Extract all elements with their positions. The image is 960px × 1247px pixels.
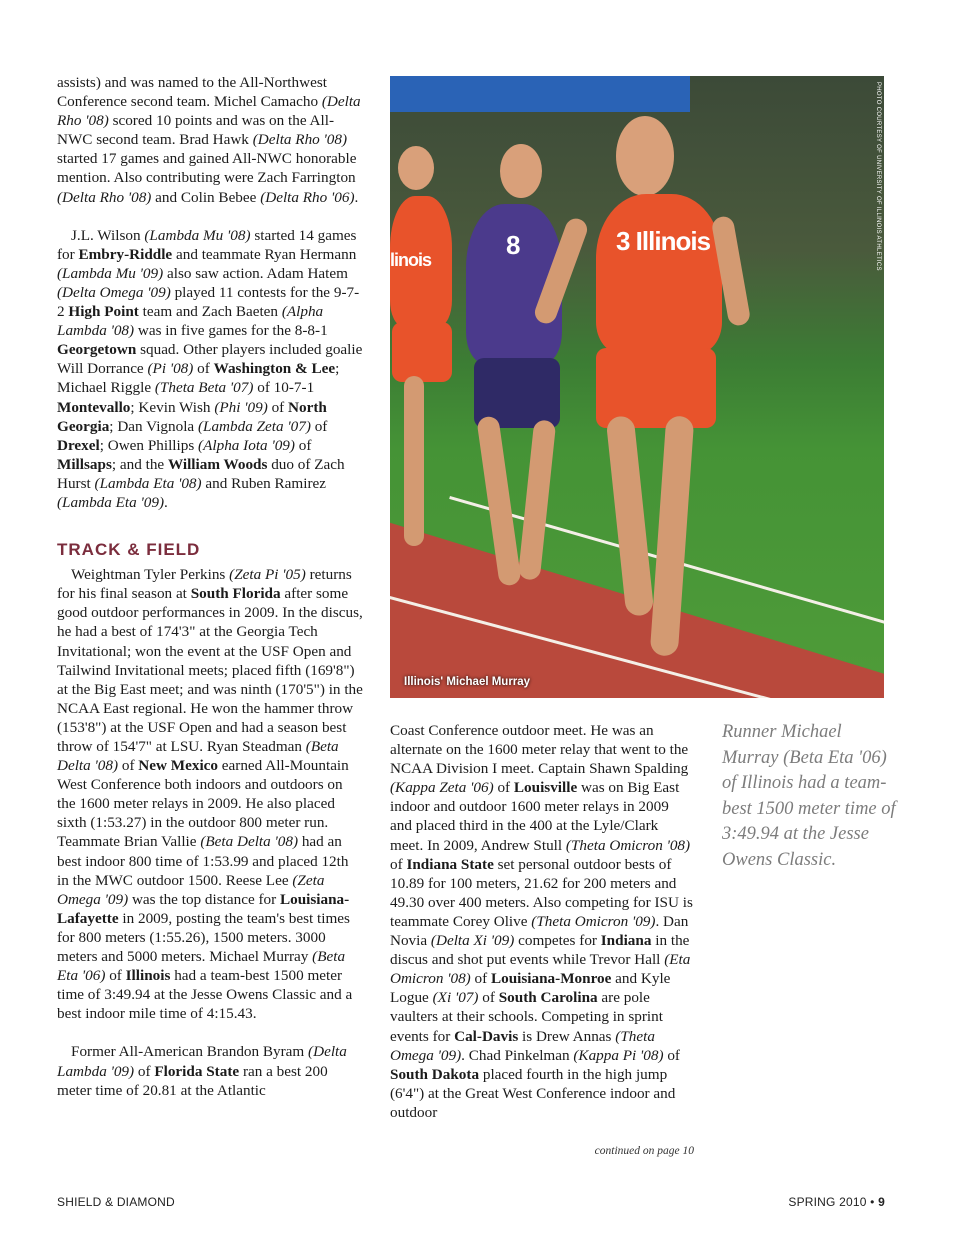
chapter-designation: (Delta Rho '08) [57,93,361,130]
page-number: 9 [878,1195,885,1209]
tent-canopy [390,76,690,112]
chapter-designation: (Zeta Omega '09) [57,871,325,908]
runner-shorts [596,348,716,428]
publication-name: SHIELD & DIAMOND [57,1195,175,1209]
chapter-designation: (Beta Eta '06) [57,948,346,985]
continued-note: continued on page 10 [594,1145,694,1157]
photo-caption: Illinois' Michael Murray [404,676,531,688]
chapter-designation: (Eta Omicron '08) [390,951,691,988]
chapter-designation: (Delta Rho '06) [260,188,355,206]
school-name: Louisiana-Monroe [490,970,612,988]
paragraph: Former All-American Brandon Byram (Delta Lambda '09) of Florida State ran a best 200 meter time of 20.81 at the Atlantic [57,1043,347,1099]
section-heading: TRACK & FIELD [57,540,201,560]
chapter-designation: (Alpha Lambda '08) [57,303,324,340]
chapter-designation: (Delta Rho '08) [252,131,348,149]
school-name: Louisiana-Lafayette [57,890,350,927]
school-name: North Georgia [57,398,327,435]
chapter-designation: (Pi '08) [147,360,194,378]
chapter-designation: (Phi '09) [214,398,268,416]
school-name: South Dakota [390,1065,480,1083]
chapter-designation: (Beta Delta '08) [200,833,299,851]
chapter-designation: (Zeta Pi '05) [229,566,306,584]
school-name: Florida State [154,1062,240,1080]
footer-separator: • [870,1195,875,1209]
school-name: New Mexico [138,757,218,775]
runner-leg [518,419,557,580]
chapter-designation: (Theta Omicron '08) [565,836,691,854]
school-name: William Woods [167,455,268,473]
school-name: High Point [68,303,139,321]
paragraph: Weightman Tyler Perkins (Zeta Pi '05) returns for his final season at South Florida after some good outdoor performances in 2009. In the discus, he had a best of 174'3" at the Georgia Tech Invitational; won the event at the USF Open and Tailwind Invitational meets; placed fifth (169'8") at the Big East meet; and was ninth (170'5") in the NCAA East regional. He won the hammer throw (153'8") at the USF Open and had a season best throw of 154'7" at LSU. Ryan Steadman (Beta Delta '08) of New Mexico earned All-Mountain West Conference both indoors and outdoors on the 1600 meter relays in 2009. He also placed sixth (1:53.27) in the outdoor 800 meter run. Teammate Brian Vallie (Beta Delta '08) had an best indoor 800 time of 1:53.99 and placed 12th in the MWC outdoor 1500. Reese Lee (Zeta Omega '09) was the top distance for Louisiana-Lafayette in 2009, posting the team's best times for 800 meters (1:55.26), 1500 meters. 3000 meters and 5000 meters. Michael Murray (Beta Eta '06) of Illinois had a team-best 1500 meter time of 3:49.94 at the Jesse Owens Classic and a best indoor mile time of 4:15.43. [57,566,363,1023]
chapter-designation: (Theta Beta '07) [154,379,254,397]
school-name: Cal-Davis [454,1027,519,1045]
runner-head [616,116,674,196]
bib-number: 3 Illinois [616,226,711,256]
runner-shorts [392,322,452,382]
paragraph: Coast Conference outdoor meet. He was an alternate on the 1600 meter relay that went to the NCAA Division I meet. Captain Shawn Spalding (Kappa Zeta '06) of Louisville was on Big East indoor and outdoor 1600 meter relays in 2009 and placed third in the 400 at the Lyle/Clark meet. In 2009, Andrew Stull (Theta Omicron '08) of Indiana State set personal outdoor bests of 10.89 for 100 meters, 21.62 for 200 meters and 49.30 over 400 meters. Also competing for ISU is teammate Corey Olive (Theta Omicron '09). Dan Novia (Delta Xi '09) competes for Indiana in the discus and shot put events while Trevor Hall (Eta Omicron '08) of Louisiana-Monroe and Kyle Logue (Xi '07) of South Carolina are pole vaulters at their schools. Competing in sprint events for Cal-Davis is Drew Annas (Theta Omega '09). Chad Pinkelman (Kappa Pi '08) of South Dakota placed fourth in the high jump (6'4") at the Great West Conference indoor and outdoor [390,722,693,1121]
school-name: South Carolina [498,989,598,1007]
pull-quote: Runner Michael Murray (Beta Eta '06) of Illinois had a team-best 1500 meter time of 3:49.94 at the Jesse Owens Classic. [722,722,896,870]
school-name: Louisville [513,779,578,797]
chapter-designation: (Lambda Eta '09) [57,493,165,511]
paragraph: assists) and was named to the All-Northwest Conference second team. Michel Camacho (Delta Rho '08) scored 10 points and was on the All-NWC second team. Brad Hawk (Delta Rho '08) started 17 games and gained All-NWC honorable mention. Also contributing were Zach Farrington (Delta Rho '08) and Colin Bebee (Delta Rho '06). [57,74,361,206]
school-name: Indiana [600,932,652,950]
chapter-designation: (Delta Rho '08) [57,188,152,206]
school-name: Drexel [57,436,100,454]
chapter-designation: (Lambda Mu '09) [57,264,164,282]
chapter-designation: (Beta Delta '08) [57,738,339,775]
school-name: Indiana State [406,855,494,873]
school-name: Millsaps [57,455,112,473]
chapter-designation: (Kappa Pi '08) [573,1046,664,1064]
jersey-lettering: linois [390,250,432,270]
chapter-designation: (Delta Omega '09) [57,283,171,301]
chapter-designation: (Lambda Mu '08) [144,226,251,244]
chapter-designation: (Delta Lambda '09) [57,1043,347,1080]
runner-jersey [596,194,722,354]
chapter-designation: (Delta Xi '09) [430,932,515,950]
chapter-designation: (Lambda Eta '08) [94,474,202,492]
school-name: Washington & Lee [213,360,336,378]
runner-photo [390,76,884,698]
photo-credit: PHOTO COURTESY OF UNIVERSITY OF ILLINOIS ATHLETICS [875,82,881,271]
chapter-designation: (Kappa Zeta '06) [390,779,494,797]
bib-number: 8 [506,230,520,260]
runner-leg [606,415,655,617]
issue-season: SPRING 2010 [788,1195,867,1209]
chapter-designation: (Xi '07) [432,989,479,1007]
left-column [57,73,363,1100]
chapter-designation: (Lambda Zeta '07) [197,417,311,435]
runner-head [398,146,434,190]
chapter-designation: (Theta Omega '09) [390,1027,655,1064]
runner-head [500,144,542,198]
chapter-designation: (Alpha Iota '09) [198,436,295,454]
runner-leg [404,376,424,546]
page-footer [788,1195,885,1209]
school-name: Georgetown [57,341,137,359]
paragraph: J.L. Wilson (Lambda Mu '08) started 14 games for Embry-Riddle and teammate Ryan Hermann (Lambda Mu '09) also saw action. Adam Hatem (Delta Omega '09) played 11 contests for the 9-7-2 High Point team and Zach Baeten (Alpha Lambda '08) was in five games for the 8-8-1 Georgetown squad. Other players included goalie Will Dorrance (Pi '08) of Washington & Lee; Michael Riggle (Theta Beta '07) of 10-7-1 Montevallo; Kevin Wish (Phi '09) of North Georgia; Dan Vignola (Lambda Zeta '07) of Drexel; Owen Phillips (Alpha Iota '09) of Millsaps; and the William Woods duo of Zach Hurst (Lambda Eta '08) and Ruben Ramirez (Lambda Eta '09). [57,226,363,511]
chapter-designation: (Theta Omicron '09) [531,912,656,930]
school-name: South Florida [190,585,281,603]
school-name: Montevallo [57,398,131,416]
school-name: Illinois [125,967,171,985]
middle-column [390,721,694,1122]
school-name: Embry-Riddle [78,245,173,263]
